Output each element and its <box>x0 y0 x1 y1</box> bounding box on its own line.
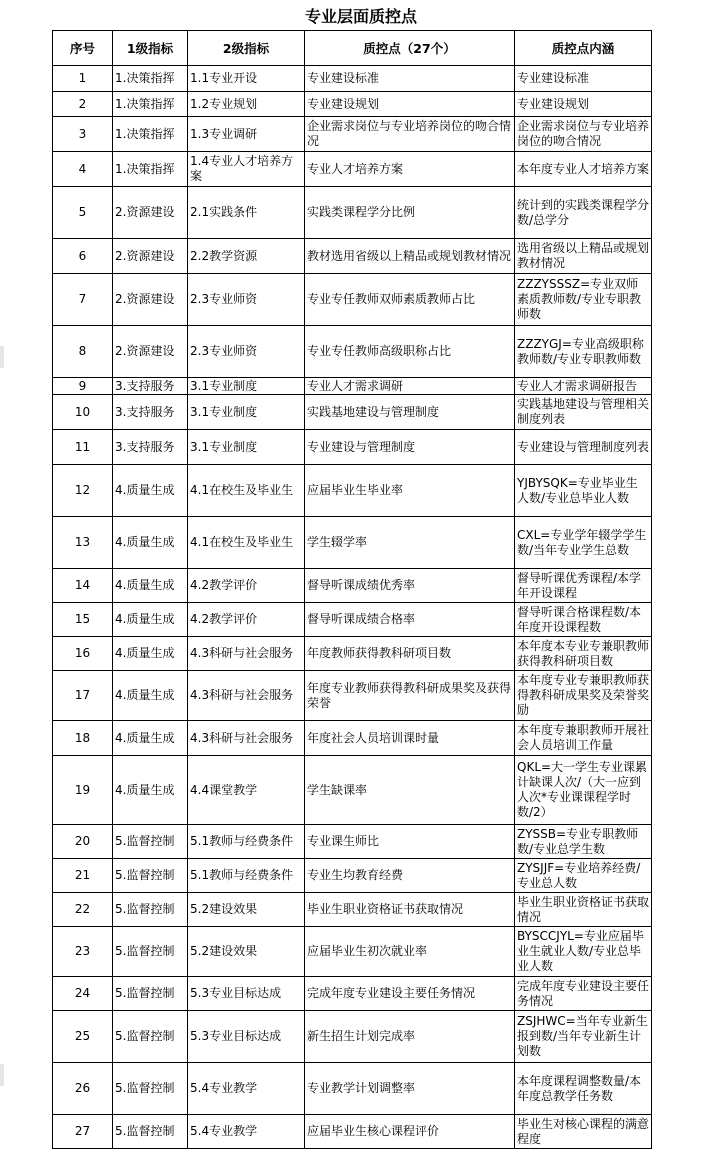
control-point-cell: 专业人才需求调研 <box>305 378 515 395</box>
level2-cell: 5.2建设效果 <box>188 927 305 977</box>
control-point-cell: 专业建设标准 <box>305 66 515 92</box>
control-point-cell: 专业专任教师高级职称占比 <box>305 326 515 378</box>
control-point-cell: 实践基地建设与管理制度 <box>305 395 515 430</box>
control-point-cell: 毕业生职业资格证书获取情况 <box>305 893 515 927</box>
row-index: 24 <box>53 977 113 1011</box>
table-row <box>53 152 652 187</box>
control-point-cell: 专业专任教师双师素质教师占比 <box>305 274 515 326</box>
level2-cell: 5.3专业目标达成 <box>188 1011 305 1063</box>
level2-cell: 5.4专业教学 <box>188 1115 305 1149</box>
control-meaning-cell: ZSJHWC=当年专业新生报到数/当年专业新生计划数 <box>515 1011 652 1063</box>
level2-cell: 5.3专业目标达成 <box>188 977 305 1011</box>
control-meaning-cell: 毕业生职业资格证书获取情况 <box>515 893 652 927</box>
level2-cell: 3.1专业制度 <box>188 378 305 395</box>
control-point-cell: 专业建设规划 <box>305 92 515 117</box>
row-index: 9 <box>53 378 113 395</box>
level2-cell: 4.4课堂教学 <box>188 756 305 825</box>
control-point-cell: 学生缺课率 <box>305 756 515 825</box>
control-meaning-cell: 督导听课优秀课程/本学年开设课程 <box>515 569 652 603</box>
row-index: 22 <box>53 893 113 927</box>
row-index: 8 <box>53 326 113 378</box>
table-row <box>53 517 652 569</box>
level1-cell: 1.决策指挥 <box>113 66 188 92</box>
level1-cell: 5.监督控制 <box>113 893 188 927</box>
table-row <box>53 465 652 517</box>
row-index: 27 <box>53 1115 113 1149</box>
level1-cell: 5.监督控制 <box>113 977 188 1011</box>
control-point-cell: 应届毕业生初次就业率 <box>305 927 515 977</box>
quality-control-table <box>52 30 652 1149</box>
table-row <box>53 1011 652 1063</box>
level2-cell: 4.3科研与社会服务 <box>188 637 305 671</box>
row-index: 7 <box>53 274 113 326</box>
control-meaning-cell: ZYSJJF=专业培养经费/专业总人数 <box>515 859 652 893</box>
level1-cell: 4.质量生成 <box>113 671 188 721</box>
level2-cell: 1.4专业人才培养方案 <box>188 152 305 187</box>
header-control-meaning: 质控点内涵 <box>515 31 652 66</box>
header-index: 序号 <box>53 31 113 66</box>
header-control-point: 质控点（27个） <box>305 31 515 66</box>
row-index: 6 <box>53 239 113 274</box>
level1-cell: 5.监督控制 <box>113 1063 188 1115</box>
level2-cell: 5.4专业教学 <box>188 1063 305 1115</box>
level2-cell: 4.1在校生及毕业生 <box>188 465 305 517</box>
header-level1: 1级指标 <box>113 31 188 66</box>
control-point-cell: 年度教师获得教科研项目数 <box>305 637 515 671</box>
level2-cell: 1.1专业开设 <box>188 66 305 92</box>
table-row <box>53 927 652 977</box>
level1-cell: 4.质量生成 <box>113 637 188 671</box>
level1-cell: 4.质量生成 <box>113 569 188 603</box>
table-row <box>53 825 652 859</box>
level1-cell: 1.决策指挥 <box>113 152 188 187</box>
row-index: 10 <box>53 395 113 430</box>
table-row <box>53 378 652 395</box>
edge-marker <box>0 346 4 368</box>
row-index: 16 <box>53 637 113 671</box>
level1-cell: 3.支持服务 <box>113 395 188 430</box>
level2-cell: 2.3专业师资 <box>188 274 305 326</box>
level2-cell: 4.3科研与社会服务 <box>188 721 305 756</box>
table-row <box>53 92 652 117</box>
row-index: 3 <box>53 117 113 152</box>
level2-cell: 5.1教师与经费条件 <box>188 859 305 893</box>
control-meaning-cell: 督导听课合格课程数/本年度开设课程数 <box>515 603 652 637</box>
control-meaning-cell: 本年度专业专兼职教师获得教科研成果奖及荣誉奖励 <box>515 671 652 721</box>
level2-cell: 4.2教学评价 <box>188 569 305 603</box>
row-index: 12 <box>53 465 113 517</box>
table-row <box>53 569 652 603</box>
table-row <box>53 395 652 430</box>
row-index: 17 <box>53 671 113 721</box>
level2-cell: 5.1教师与经费条件 <box>188 825 305 859</box>
level1-cell: 1.决策指挥 <box>113 92 188 117</box>
header-level2: 2级指标 <box>188 31 305 66</box>
table-row <box>53 977 652 1011</box>
row-index: 25 <box>53 1011 113 1063</box>
table-row <box>53 637 652 671</box>
control-meaning-cell: ZYSSB=专业专职教师数/专业总学生数 <box>515 825 652 859</box>
table-header-row <box>53 31 652 66</box>
table-row <box>53 893 652 927</box>
table-row <box>53 66 652 92</box>
table-row <box>53 671 652 721</box>
level1-cell: 5.监督控制 <box>113 859 188 893</box>
control-point-cell: 专业教学计划调整率 <box>305 1063 515 1115</box>
control-meaning-cell: YJBYSQK=专业毕业生人数/专业总毕业人数 <box>515 465 652 517</box>
table-row <box>53 721 652 756</box>
control-point-cell: 专业建设与管理制度 <box>305 430 515 465</box>
page-title: 专业层面质控点 <box>304 7 417 26</box>
row-index: 1 <box>53 66 113 92</box>
level2-cell: 1.2专业规划 <box>188 92 305 117</box>
control-point-cell: 学生辍学率 <box>305 517 515 569</box>
control-point-cell: 应届毕业生毕业率 <box>305 465 515 517</box>
control-meaning-cell: ZZZYSSSZ=专业双师素质教师数/专业专职教师数 <box>515 274 652 326</box>
control-meaning-cell: QKL=大一学生专业课累计缺课人次/（大一应到人次*专业课课程学时数/2） <box>515 756 652 825</box>
control-point-cell: 教材选用省级以上精品或规划教材情况 <box>305 239 515 274</box>
control-meaning-cell: CXL=专业学年辍学学生数/当年专业学生总数 <box>515 517 652 569</box>
table-row <box>53 1063 652 1115</box>
level1-cell: 4.质量生成 <box>113 756 188 825</box>
level2-cell: 4.3科研与社会服务 <box>188 671 305 721</box>
table-row <box>53 756 652 825</box>
control-meaning-cell: 专业人才需求调研报告 <box>515 378 652 395</box>
row-index: 26 <box>53 1063 113 1115</box>
row-index: 5 <box>53 187 113 239</box>
control-point-cell: 企业需求岗位与专业培养岗位的吻合情况 <box>305 117 515 152</box>
row-index: 23 <box>53 927 113 977</box>
control-meaning-cell: 完成年度专业建设主要任务情况 <box>515 977 652 1011</box>
control-meaning-cell: BYSCCJYL=专业应届毕业生就业人数/专业总毕业人数 <box>515 927 652 977</box>
table-row <box>53 859 652 893</box>
level2-cell: 1.3专业调研 <box>188 117 305 152</box>
control-point-cell: 年度社会人员培训课时量 <box>305 721 515 756</box>
control-point-cell: 专业生均教育经费 <box>305 859 515 893</box>
row-index: 18 <box>53 721 113 756</box>
level2-cell: 2.1实践条件 <box>188 187 305 239</box>
row-index: 14 <box>53 569 113 603</box>
level2-cell: 4.1在校生及毕业生 <box>188 517 305 569</box>
level2-cell: 4.2教学评价 <box>188 603 305 637</box>
control-meaning-cell: 毕业生对核心课程的满意程度 <box>515 1115 652 1149</box>
level1-cell: 5.监督控制 <box>113 1115 188 1149</box>
level1-cell: 3.支持服务 <box>113 378 188 395</box>
table-row <box>53 430 652 465</box>
level2-cell: 3.1专业制度 <box>188 395 305 430</box>
row-index: 4 <box>53 152 113 187</box>
control-point-cell: 新生招生计划完成率 <box>305 1011 515 1063</box>
level1-cell: 2.资源建设 <box>113 239 188 274</box>
control-meaning-cell: 专业建设与管理制度列表 <box>515 430 652 465</box>
level1-cell: 5.监督控制 <box>113 1011 188 1063</box>
control-meaning-cell: 本年度课程调整数量/本年度总教学任务数 <box>515 1063 652 1115</box>
table-row <box>53 117 652 152</box>
level2-cell: 2.2教学资源 <box>188 239 305 274</box>
row-index: 21 <box>53 859 113 893</box>
control-point-cell: 专业人才培养方案 <box>305 152 515 187</box>
control-point-cell: 应届毕业生核心课程评价 <box>305 1115 515 1149</box>
control-meaning-cell: 本年度专兼职教师开展社会人员培训工作量 <box>515 721 652 756</box>
level1-cell: 4.质量生成 <box>113 465 188 517</box>
table-row <box>53 239 652 274</box>
level1-cell: 2.资源建设 <box>113 274 188 326</box>
control-meaning-cell: 专业建设规划 <box>515 92 652 117</box>
control-meaning-cell: 企业需求岗位与专业培养岗位的吻合情况 <box>515 117 652 152</box>
control-meaning-cell: 实践基地建设与管理相关制度列表 <box>515 395 652 430</box>
control-meaning-cell: 选用省级以上精品或规划教材情况 <box>515 239 652 274</box>
control-meaning-cell: 统计到的实践类课程学分数/总学分 <box>515 187 652 239</box>
control-meaning-cell: 本年度本专业专兼职教师获得教科研项目数 <box>515 637 652 671</box>
table-row <box>53 326 652 378</box>
control-point-cell: 专业课生师比 <box>305 825 515 859</box>
level1-cell: 5.监督控制 <box>113 825 188 859</box>
level1-cell: 2.资源建设 <box>113 187 188 239</box>
level1-cell: 4.质量生成 <box>113 721 188 756</box>
control-meaning-cell: 专业建设标准 <box>515 66 652 92</box>
level1-cell: 2.资源建设 <box>113 326 188 378</box>
control-meaning-cell: 本年度专业人才培养方案 <box>515 152 652 187</box>
table-row <box>53 1115 652 1149</box>
level1-cell: 3.支持服务 <box>113 430 188 465</box>
row-index: 20 <box>53 825 113 859</box>
table-row <box>53 187 652 239</box>
level2-cell: 3.1专业制度 <box>188 430 305 465</box>
level1-cell: 5.监督控制 <box>113 927 188 977</box>
row-index: 15 <box>53 603 113 637</box>
control-point-cell: 实践类课程学分比例 <box>305 187 515 239</box>
control-point-cell: 完成年度专业建设主要任务情况 <box>305 977 515 1011</box>
row-index: 19 <box>53 756 113 825</box>
control-meaning-cell: ZZZYGJ=专业高级职称教师数/专业专职教师数 <box>515 326 652 378</box>
control-point-cell: 督导听课成绩优秀率 <box>305 569 515 603</box>
table-row <box>53 603 652 637</box>
level1-cell: 4.质量生成 <box>113 517 188 569</box>
edge-marker <box>0 1064 4 1086</box>
level1-cell: 4.质量生成 <box>113 603 188 637</box>
level2-cell: 5.2建设效果 <box>188 893 305 927</box>
control-point-cell: 年度专业教师获得教科研成果奖及获得荣誉 <box>305 671 515 721</box>
level1-cell: 1.决策指挥 <box>113 117 188 152</box>
row-index: 2 <box>53 92 113 117</box>
level2-cell: 2.3专业师资 <box>188 326 305 378</box>
row-index: 11 <box>53 430 113 465</box>
row-index: 13 <box>53 517 113 569</box>
control-point-cell: 督导听课成绩合格率 <box>305 603 515 637</box>
table-row <box>53 274 652 326</box>
